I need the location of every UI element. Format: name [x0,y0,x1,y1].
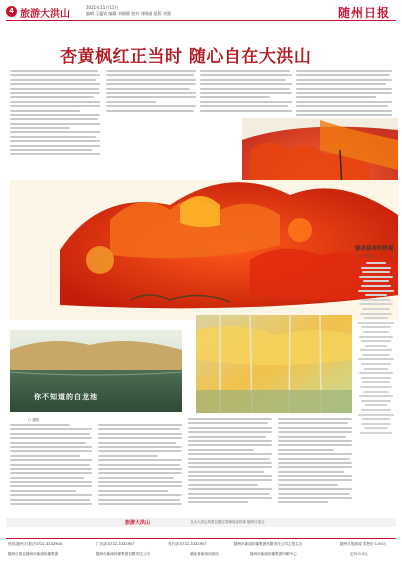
sidebar-title: 银杏县有时你说 [355,246,394,252]
newspaper-name: 随州日报 [337,6,390,20]
footer-banner-note: 五大大洪山风景名胜区管理局宣传部 随州日报社 [190,520,265,524]
photo-caption-dragon-pool: 你不知道的白龙池 [34,392,98,401]
section-title: 旅游大洪山 [20,9,70,20]
footer-line2-item-5: 定价:0.3元 [350,552,368,556]
footer-line2-item-3: 湖北省新闻出版局 [190,552,219,556]
headline-part-2: 随心自在 [188,47,259,67]
sidebar-author: □ 李成锦 [358,254,373,258]
issue-date: 2021年11月11日 [86,5,119,10]
article-column-7 [188,418,272,516]
article-column-6 [98,424,182,516]
issue-editors: 编辑 王蕴钦 编辑 刘晓静 校对 刘晓丽 组版 刘强 [86,11,171,16]
footer-line2-item-2: 随州市新闻传媒集团有限责任公司 [96,552,150,556]
photo-credit-left: □ 摄影 [28,418,40,422]
yellow-forest-photo [196,315,352,413]
footer-item-1: 热线:随州:日报社0722-3332900 [8,542,63,546]
footer-rule [6,538,396,539]
autumn-foliage-photo [10,180,398,320]
footer-line2-item-4: 随州市新闻传媒集团印刷中心 [250,552,297,556]
footer-item-2: 广告部:0722-3332907 [96,542,135,546]
headline-part-1: 杏黄枫红正当时 [60,47,183,67]
headline-accent: 大洪山 [258,47,312,67]
footer-line2-item-1: 随州日报社随州市新闻传媒集团 [8,552,59,556]
footer-item-5: 随州日报新闻 零售价:1.50元 [340,542,387,546]
page-number-badge: 4 [6,6,17,17]
article-column-5 [10,424,92,516]
footer-item-4: 随州市新闻传媒集团有限责任公司主管主办 [234,542,303,546]
footer-banner-tag: 旅游大洪山 [125,520,151,526]
article-column-8 [278,418,352,516]
sidebar-poem [356,262,396,462]
footer-item-3: 发行部:0722-3332907 [168,542,207,546]
